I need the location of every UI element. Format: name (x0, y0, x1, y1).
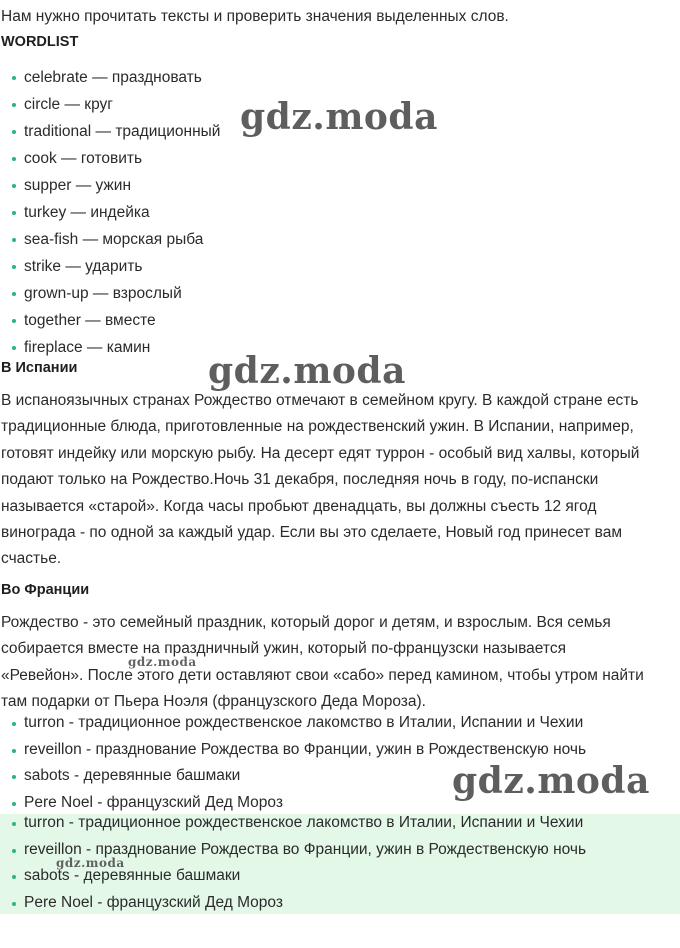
bullet-icon (12, 319, 16, 323)
bullet-icon (12, 722, 16, 726)
watermark: gdz.moda (56, 856, 125, 870)
bullet-icon (12, 802, 16, 806)
france-heading: Во Франции (1, 582, 90, 598)
wordlist-item: sea-fish — морская рыба (0, 226, 220, 253)
glossary-item: sabots - деревянные башмаки (0, 863, 680, 890)
wordlist-item: together — вместе (0, 307, 220, 334)
bullet-icon (12, 346, 16, 350)
wordlist-heading: WORDLIST (1, 34, 79, 50)
wordlist (0, 64, 220, 361)
bullet-icon (12, 875, 16, 879)
glossary-item: Pere Noel - французский Дед Мороз (0, 790, 680, 817)
wordlist-item: fireplace — камин (0, 334, 220, 361)
bullet-icon (12, 775, 16, 779)
glossary-item: Pere Noel - французский Дед Мороз (0, 890, 680, 917)
france-paragraph: Рождество - это семейный праздник, который дорог и детям, и взрослым. Вся семья собирается вместе на праздничный ужин, который по-французски называется «Ревейон». После этого дети оставляют свои «сабо» перед камином, чтобы утром найти там подарки от Пьера Ноэля (французского Деда Мороза). (1, 614, 644, 711)
glossary-item: sabots - деревянные башмаки (0, 763, 680, 790)
bullet-icon (12, 157, 16, 161)
wordlist-item: cook — готовить (0, 145, 220, 172)
watermark: gdz.moda (128, 655, 197, 669)
bullet-icon (12, 265, 16, 269)
bullet-icon (12, 211, 16, 215)
wordlist-item: strike — ударить (0, 253, 220, 280)
bullet-icon (12, 849, 16, 853)
bullet-icon (12, 103, 16, 107)
spain-heading: В Испании (1, 360, 78, 376)
bullet-icon (12, 184, 16, 188)
bullet-icon (12, 130, 16, 134)
bullet-icon (12, 902, 16, 906)
bullet-icon (12, 292, 16, 296)
intro-text: Нам нужно прочитать тексты и проверить значения выделенных слов. (1, 8, 509, 25)
bullet-icon (12, 76, 16, 80)
wordlist-item: circle — круг (0, 91, 220, 118)
wordlist-item: celebrate — праздновать (0, 64, 220, 91)
watermark: gdz.moda (208, 350, 406, 392)
spain-paragraph: В испаноязычных странах Рождество отмечают в семейном кругу. В каждой стране есть традиционные блюда, приготовленные на рождественский ужин. В Испании, например, готовят индейку или морскую рыбу. На десерт едят туррон - особый вид халвы, который подают только на Рождество.Ночь 31 декабря, последняя ночь в году, по-испански называется «старой». Когда часы пробьют двенадцать, вы должны съесть 12 ягод винограда - по одной за каждый удар. Если вы это сделаете, Новый год принесет вам счастье. (1, 392, 640, 568)
wordlist-item: turkey — индейка (0, 199, 220, 226)
glossary-item: reveillon - празднование Рождества во Франции, ужин в Рождественскую ночь (0, 837, 680, 864)
bullet-icon (12, 749, 16, 753)
wordlist-item: supper — ужин (0, 172, 220, 199)
watermark: gdz.moda (240, 96, 438, 138)
glossary-item: turron - традиционное рождественское лакомство в Италии, Испании и Чехии (0, 710, 680, 737)
bullet-icon (12, 822, 16, 826)
glossary-item: reveillon - празднование Рождества во Франции, ужин в Рождественскую ночь (0, 737, 680, 764)
bullet-icon (12, 238, 16, 242)
wordlist-item: traditional — традиционный (0, 118, 220, 145)
watermark: gdz.moda (452, 760, 650, 802)
glossary-item: turron - традиционное рождественское лакомство в Италии, Испании и Чехии (0, 810, 680, 837)
wordlist-item: grown-up — взрослый (0, 280, 220, 307)
